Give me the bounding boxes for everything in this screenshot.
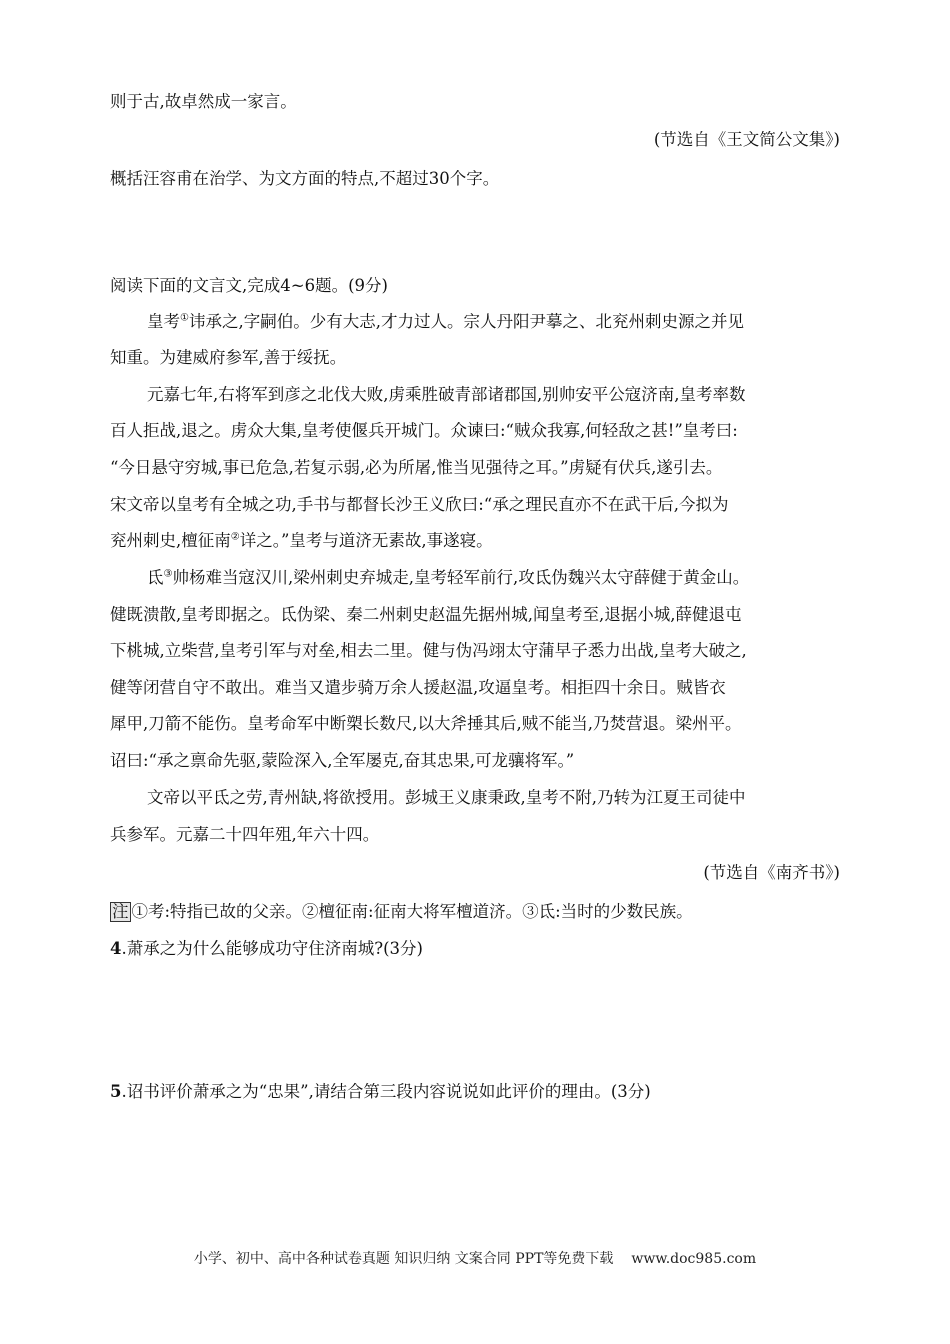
question-4 xyxy=(110,938,840,960)
question-5-text: .诏书评价萧承之为“忠果”,请结合第三段内容说说如此评价的理由。(3分) xyxy=(121,1082,651,1101)
footer-url: www.doc985.com xyxy=(631,1251,757,1267)
paragraph-2-line-1: 元嘉七年,右将军到彦之北伐大败,虏乘胜破青部诸郡国,别帅安平公寇济南,皇考率数 xyxy=(147,385,746,404)
paragraph-3-line-1 xyxy=(147,567,840,589)
paragraph-2-line-3: “今日悬守穷城,事已危急,若复示弱,必为所屠,惟当见强待之耳。”虏疑有伏兵,遂引去。 xyxy=(110,458,723,477)
paragraph-2-line-2: 百人拒战,退之。虏众大集,皇考使偃兵开城门。众谏曰:“贼众我寡,何轻敌之甚!”皇考曰: xyxy=(110,421,738,440)
footnote-marker-3: ③ xyxy=(163,568,173,580)
footnote-marker-2: ② xyxy=(230,531,240,543)
paragraph-3-line-5: 犀甲,刀箭不能伤。皇考命军中断槊长数尺,以大斧捶其后,贼不能当,乃焚营退。梁州平。 xyxy=(110,714,742,733)
paragraph-3-line-4: 健等闭营自守不敢出。难当又遣步骑万余人援赵温,攻逼皇考。相拒四十余日。贼皆衣 xyxy=(110,678,726,697)
note-text: ①考:特指已故的父亲。②檀征南:征南大将军檀道济。③氐:当时的少数民族。 xyxy=(131,902,693,921)
prev-source-citation: (节选自《王文简公文集》) xyxy=(653,130,840,149)
paragraph-2-line-5 xyxy=(110,530,840,552)
footer-text: 小学、初中、高中各种试卷真题 知识归纳 文案合同 PPT等免费下载 xyxy=(193,1251,614,1267)
p2-l5-text-a: 兖州刺史,檀征南 xyxy=(110,531,231,550)
footnote-marker-1: ① xyxy=(180,312,189,324)
paragraph-3-line-6: 诏曰:“承之禀命先驱,蒙险深入,全军屡克,奋其忠果,可龙骧将军。” xyxy=(110,751,575,770)
footnotes xyxy=(110,901,840,923)
section-heading: 阅读下面的文言文,完成4~6题。(9分) xyxy=(110,276,388,295)
p1-text-b: 讳承之,字嗣伯。少有大志,才力过人。宗人丹阳尹摹之、北兖州刺史源之并见 xyxy=(188,312,744,331)
p3-l1-text-b: 帅杨难当寇汉川,梁州刺史弃城走,皇考轻军前行,攻氐伪魏兴太守薛健于黄金山。 xyxy=(172,568,750,587)
paragraph-3-line-3: 下桃城,立柴营,皇考引军与对垒,相去二里。健与伪冯翊太守蒲早子悉力出战,皇考大破之, xyxy=(110,641,747,660)
question-5 xyxy=(110,1081,840,1103)
note-label-badge: 注 xyxy=(112,902,129,921)
prev-question: 概括汪容甫在治学、为文方面的特点,不超过30个字。 xyxy=(110,169,500,188)
source-citation: (节选自《南齐书》) xyxy=(703,863,840,882)
paragraph-1-line-2: 知重。为建威府参军,善于绥抚。 xyxy=(110,348,347,367)
question-4-number: 4 xyxy=(110,939,122,958)
p3-l1-text-a: 氐 xyxy=(147,568,164,587)
paragraph-2-line-4: 宋文帝以皇考有全城之功,手书与都督长沙王义欣曰:“承之理民直亦不在武干后,今拟为 xyxy=(110,495,729,514)
question-5-number: 5 xyxy=(110,1082,122,1101)
paragraph-3-line-2: 健既溃散,皇考即据之。氐伪梁、秦二州刺史赵温先据州城,闻皇考至,退据小城,薛健退屯 xyxy=(110,605,742,624)
p2-l5-text-b: 详之。”皇考与道济无素故,事遂寝。 xyxy=(239,531,493,550)
question-4-text: .萧承之为什么能够成功守住济南城?(3分) xyxy=(121,939,423,958)
paragraph-4-line-2: 兵参军。元嘉二十四年殂,年六十四。 xyxy=(110,825,380,844)
prev-passage-tail: 则于古,故卓然成一家言。 xyxy=(110,92,297,111)
page-footer xyxy=(0,1248,950,1268)
paragraph-4-line-1: 文帝以平氐之劳,青州缺,将欲授用。彭城王义康秉政,皇考不附,乃转为江夏王司徒中 xyxy=(147,788,746,807)
p1-text-a: 皇考 xyxy=(147,312,180,331)
paragraph-1-line-1 xyxy=(147,311,840,333)
